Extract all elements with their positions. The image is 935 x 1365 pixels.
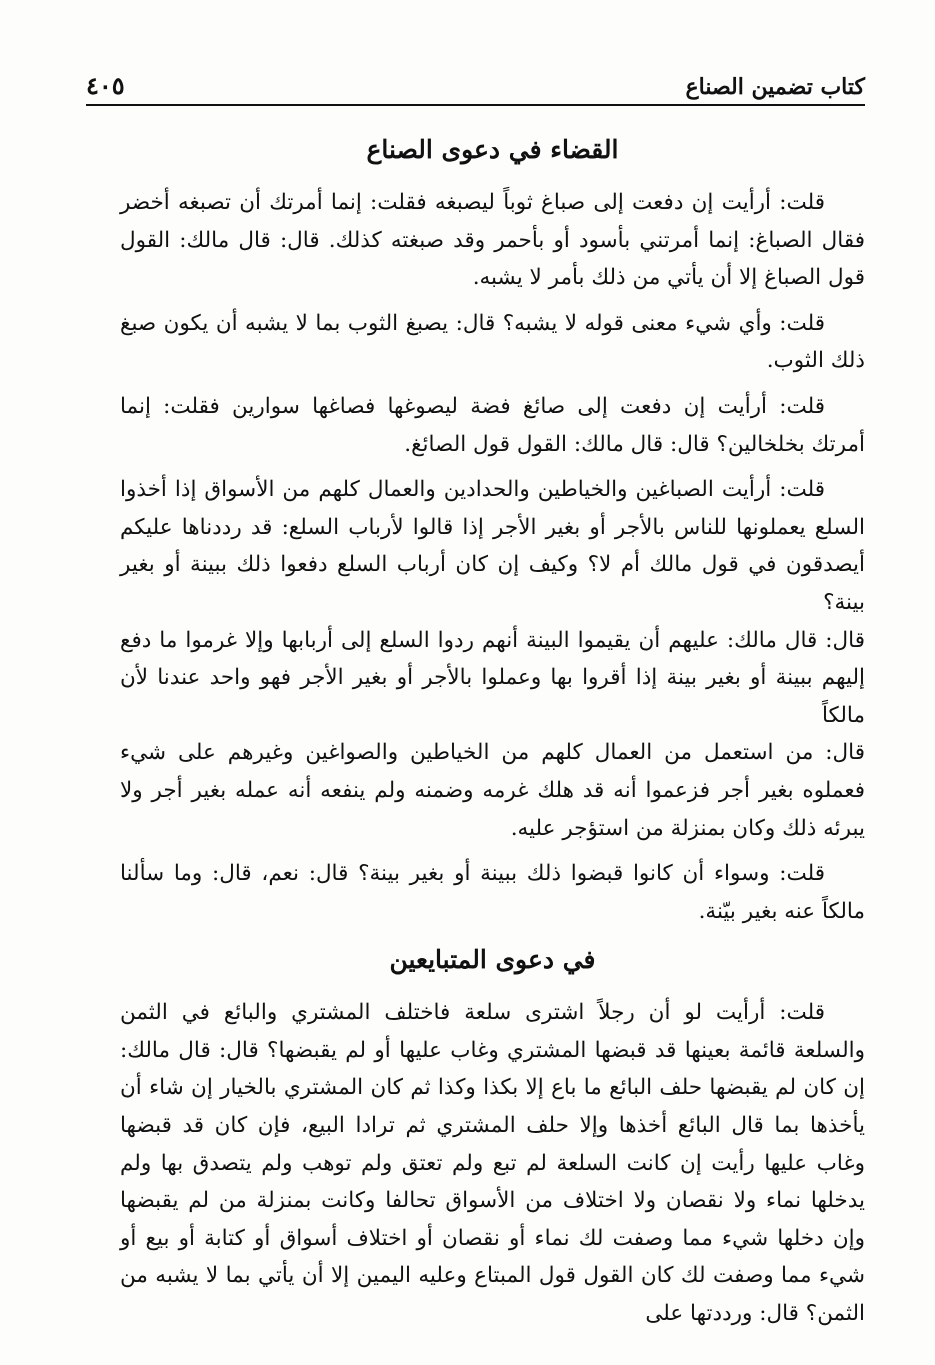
paragraph: قلت: وسواء أن كانوا قبضوا ذلك ببينة أو بغير بينة؟ قال: نعم، قال: وما سألنا مالكاً عنه بغير بيّنة. bbox=[120, 861, 865, 924]
paragraph: قلت: وأي شيء معنى قوله لا يشبه؟ قال: يصبغ الثوب بما لا يشبه أن يكون صبغ ذلك الثوب. bbox=[120, 310, 865, 374]
paragraph: قال: من استعمل من العمال كلهم من الخياطين والصواغين وغيرهم على شيء فعملوه بغير أجر فزعموا أنه قد هلك غرمه وضمنه ولم ينفعه أنه عمله بغير أجر ولا يبرئه ذلك وكان بمنزلة من استؤجر عليه. bbox=[120, 740, 865, 841]
section-heading: القضاء في دعوى الصناع bbox=[366, 135, 619, 164]
page-body bbox=[120, 128, 865, 1333]
paragraph: قلت: أرأيت إن دفعت إلى صباغ ثوباً ليصبغه فقلت: إنما أمرتك أن تصبغه أخضر فقال الصباغ: إنما أمرتني بأسود أو بأحمر وقد صبغته كذلك. قال: قال مالك: القول قول الصباغ إلا أن يأتي من ذلك بأمر لا يشبه. bbox=[120, 190, 865, 291]
paragraph: قال: قال مالك: عليهم أن يقيموا البينة أنهم ردوا السلع إلى أربابها وإلا غرموا ما دفع إليهم ببينة أو بغير بينة إذا أقروا بها وعملوا بالأجر أو بغير الأجر فهو واحد عندنا لأن مالكاً bbox=[120, 627, 865, 728]
paragraph: قلت: أرأيت الصباغين والخياطين والحدادين والعمال كلهم من الأسواق إذا أخذوا السلع يعملونها للناس بالأجر أو بغير الأجر إذا قالوا لأرباب السلع: قد رددناها عليكم أيصدقون في قول مالك أم لا؟ وكيف إن كان أرباب السلع دفعوا ذلك ببينة أو بغير بينة؟ bbox=[120, 477, 865, 615]
paragraph: قلت: أرأيت إن دفعت إلى صائغ فضة ليصوغها فصاغها سوارين فقلت: إنما أمرتك بخلخالين؟ قال: قال مالك: القول قول الصائغ. bbox=[120, 393, 865, 457]
section-heading: في دعوى المتبايعين bbox=[389, 945, 596, 975]
page-number: ٤٠٥ bbox=[86, 71, 125, 100]
paragraph: قلت: أرأيت لو أن رجلاً اشترى سلعة فاختلف المشتري والبائع في الثمن والسلعة قائمة بعينها قد قبضها المشتري وغاب عليها أو لم يقبضها؟ قال: قال مالك: إن كان لم يقبضها حلف البائع ما باع إلا بكذا وكذا ثم كان المشتري بالخيار إن شاء أن يأخذها بما قال البائع أخذها وإلا حلف المشتري ثم ترادا البيع، فإن كان قد قبضها وغاب عليها رأيت إن كانت السلعة لم تبع ولم تعتق ولم توهب ولم يتصدق بها ولم يدخلها نماء ولا نقصان ولا اختلاف من الأسواق تحالفا وكانت بمنزلة من لم يقبضها وإن دخلها شيء مما وصفت لك نماء أو نقصان أو اختلاف أسواق أو كتابة أو بيع أو شيء مما وصفت لك كان القول قول المبتاع وعليه اليمين إلا أن يأتي بما لا يشبه من الثمن؟ قال: ورددتها على bbox=[120, 1000, 865, 1327]
book-title: كتاب تضمين الصناع bbox=[685, 74, 865, 100]
running-header bbox=[86, 60, 865, 106]
